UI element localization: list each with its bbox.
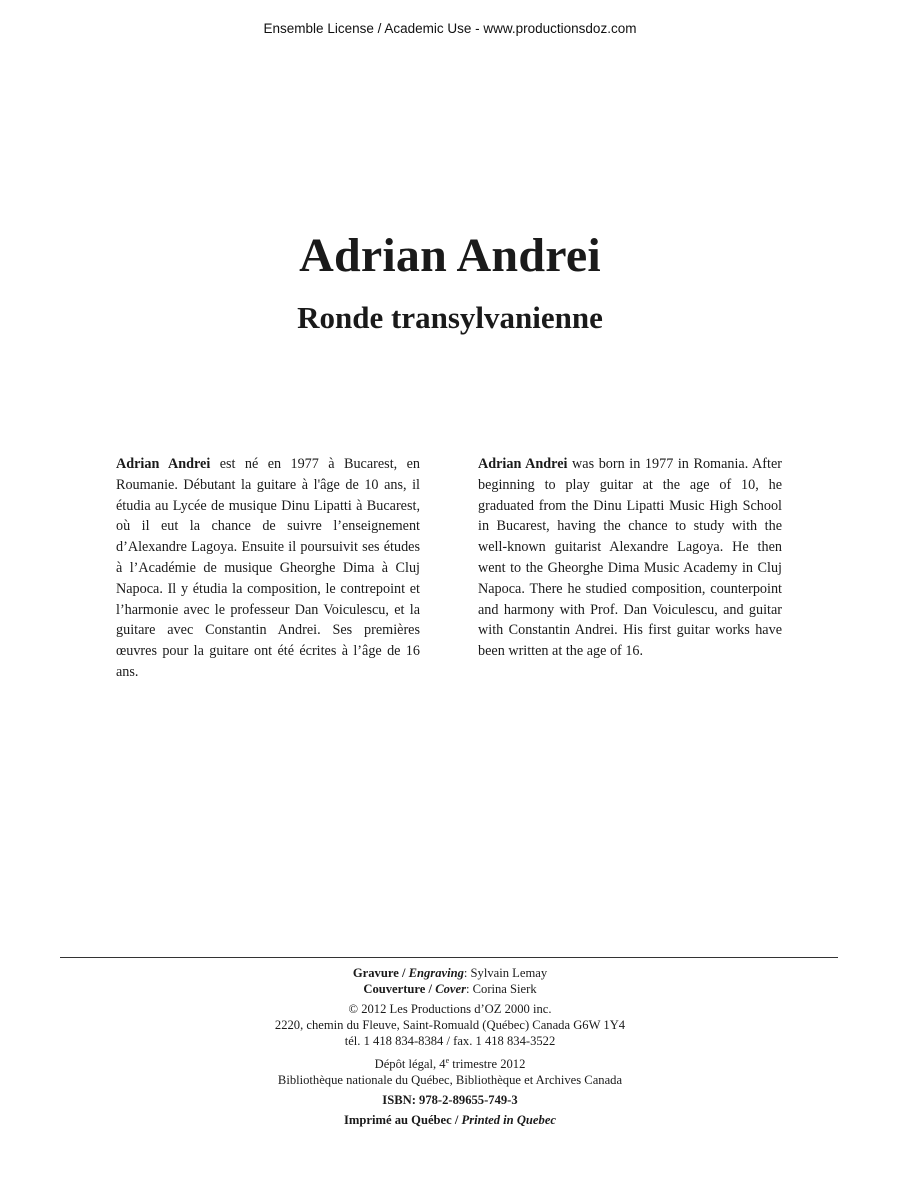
engraving-label-fr: Gravure / bbox=[352, 966, 409, 980]
cover-credit bbox=[0, 981, 900, 997]
cover-label-fr: Couverture / bbox=[363, 982, 436, 996]
cover-name: : Corina Sierk bbox=[465, 982, 537, 996]
divider bbox=[60, 957, 838, 958]
phone-line: tél. 1 418 834-8384 / fax. 1 418 834-3522 bbox=[344, 1034, 556, 1048]
bio-en-name: Adrian Andrei bbox=[478, 456, 568, 472]
bio-fr-name: Adrian Andrei bbox=[116, 456, 211, 472]
license-notice: Ensemble License / Academic Use - www.productionsdoz.com bbox=[263, 21, 637, 36]
work-title: Ronde transylvanienne bbox=[297, 300, 603, 335]
cover-label-en: Cover bbox=[435, 982, 466, 996]
copyright-line: © 2012 Les Productions d’OZ 2000 inc. bbox=[348, 1002, 552, 1016]
engraving-credit bbox=[0, 965, 900, 981]
engraving-name: : Sylvain Lemay bbox=[463, 966, 548, 980]
bio-fr-text: est né en 1977 à Bucarest, en Roumanie. Débutant la guitare à l'âge de 10 ans, il étudia au Lycée de musique Dinu Lipatti à Bucarest, où il eut la chance de suivre l’enseignement d’Alexandre Lagoya. Ensuite il poursuivit ses études à l’Académie de musique Gheorghe Dima à Cluj Napoca. Il y étudia la composition, le contrepoint et l’harmonie avec le professeur Dan Voiculescu, et la guitare avec Constantin Andrei. Ses premières œuvres pour la guitare ont été écrites à l’âge de 16 ans. bbox=[116, 456, 420, 680]
legal-deposit-line: Dépôt légal, 4e trimestre 2012 bbox=[374, 1056, 526, 1072]
composer-name: Adrian Andrei bbox=[299, 229, 601, 282]
biography-french bbox=[116, 454, 420, 683]
libraries-line: Bibliothèque nationale du Québec, Bibliothèque et Archives Canada bbox=[277, 1073, 623, 1088]
bio-en-text: was born in 1977 in Romania. After beginning to play guitar at the age of 10, he graduated from the Dinu Lipatti Music High School in Bucarest, having the chance to study with the well-known guitarist Alexandre Lagoya. He then went to the Gheorghe Dima Music Academy in Cluj Napoca. There he studied composition, counterpoint and harmony with Prof. Dan Voiculescu, and guitar with Constantin Andrei. His first guitar works have been written at the age of 16. bbox=[478, 456, 782, 660]
biography-english bbox=[478, 454, 782, 662]
printed-line: Imprimé au Québec / Printed in Quebec bbox=[344, 1113, 556, 1128]
credits-block bbox=[0, 965, 900, 1128]
engraving-label-en: Engraving bbox=[408, 966, 464, 980]
isbn-line: ISBN: 978-2-89655-749-3 bbox=[382, 1093, 518, 1108]
address-line: 2220, chemin du Fleuve, Saint-Romuald (Québec) Canada G6W 1Y4 bbox=[274, 1018, 626, 1032]
